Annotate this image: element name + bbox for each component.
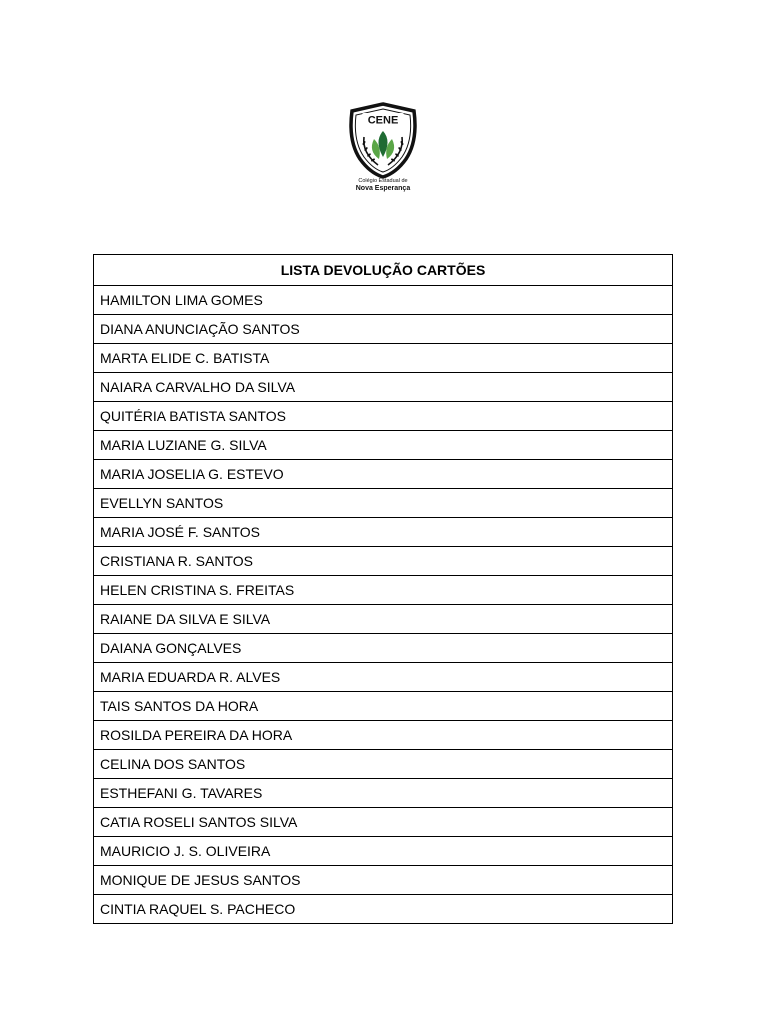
table-row (94, 605, 673, 634)
name-cell: CELINA DOS SANTOS (94, 750, 673, 779)
table-row (94, 750, 673, 779)
table-row (94, 634, 673, 663)
table-row (94, 344, 673, 373)
table-row (94, 518, 673, 547)
name-cell: CINTIA RAQUEL S. PACHECO (94, 895, 673, 924)
name-cell: HAMILTON LIMA GOMES (94, 286, 673, 315)
table-row (94, 895, 673, 924)
table-row (94, 692, 673, 721)
table-row (94, 315, 673, 344)
table-header-row (94, 255, 673, 286)
table-row (94, 402, 673, 431)
table-row (94, 866, 673, 895)
name-cell: DIANA ANUNCIAÇÃO SANTOS (94, 315, 673, 344)
name-cell: MARIA JOSELIA G. ESTEVO (94, 460, 673, 489)
name-cell: QUITÉRIA BATISTA SANTOS (94, 402, 673, 431)
name-cell: CRISTIANA R. SANTOS (94, 547, 673, 576)
name-cell: TAIS SANTOS DA HORA (94, 692, 673, 721)
table-row (94, 431, 673, 460)
table-row (94, 663, 673, 692)
table-row (94, 286, 673, 315)
shield-icon (344, 101, 422, 179)
return-list-table (93, 254, 673, 924)
school-logo (338, 101, 428, 197)
name-cell: MARTA ELIDE C. BATISTA (94, 344, 673, 373)
logo-school-line1: Colégio Estadual de (358, 178, 408, 184)
table-row (94, 808, 673, 837)
table-row (94, 373, 673, 402)
table-row (94, 779, 673, 808)
name-cell: CATIA ROSELI SANTOS SILVA (94, 808, 673, 837)
table-row (94, 489, 673, 518)
name-cell: RAIANE DA SILVA E SILVA (94, 605, 673, 634)
name-cell: EVELLYN SANTOS (94, 489, 673, 518)
name-cell: DAIANA GONÇALVES (94, 634, 673, 663)
name-cell: ROSILDA PEREIRA DA HORA (94, 721, 673, 750)
name-cell: MARIA JOSÉ F. SANTOS (94, 518, 673, 547)
name-cell: MARIA EDUARDA R. ALVES (94, 663, 673, 692)
logo-acronym: CENE (367, 114, 399, 127)
table-header: LISTA DEVOLUÇÃO CARTÕES (94, 255, 673, 286)
name-cell: NAIARA CARVALHO DA SILVA (94, 373, 673, 402)
logo-school-line2: Nova Esperança (355, 185, 411, 192)
name-cell: ESTHEFANI G. TAVARES (94, 779, 673, 808)
table-row (94, 837, 673, 866)
table-row (94, 721, 673, 750)
name-cell: MONIQUE DE JESUS SANTOS (94, 866, 673, 895)
table-row (94, 576, 673, 605)
table-row (94, 547, 673, 576)
name-cell: MARIA LUZIANE G. SILVA (94, 431, 673, 460)
name-cell: MAURICIO J. S. OLIVEIRA (94, 837, 673, 866)
name-cell: HELEN CRISTINA S. FREITAS (94, 576, 673, 605)
table-row (94, 460, 673, 489)
